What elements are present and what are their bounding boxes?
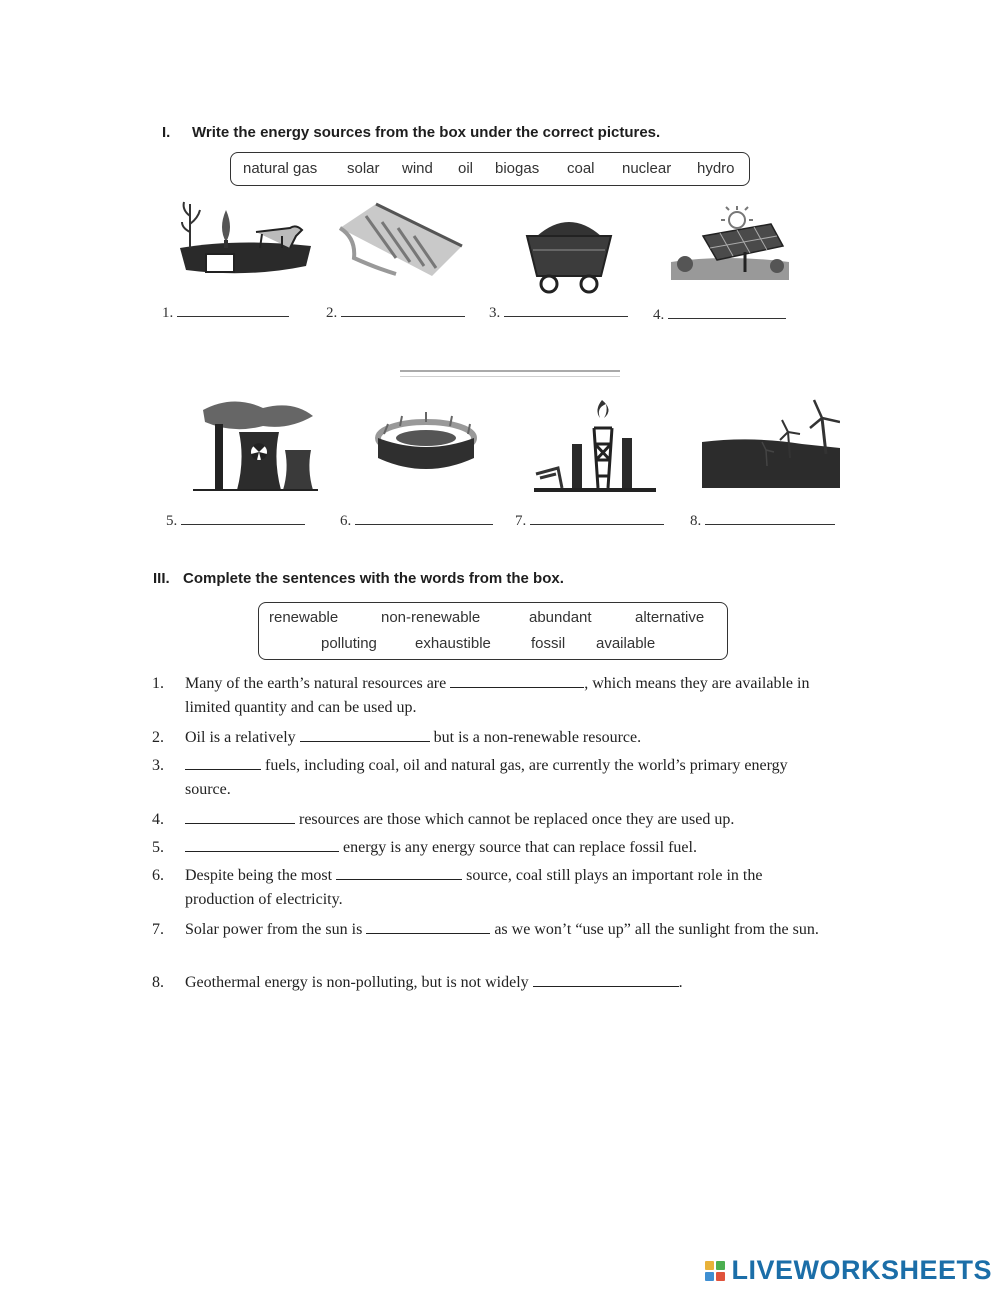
word-non-renewable: non-renewable: [381, 609, 481, 626]
sentence-1-blank[interactable]: [450, 674, 584, 688]
solar-panel-icon: [665, 206, 795, 288]
sentence-5-blank[interactable]: [185, 838, 339, 852]
answer-number-2: 2.: [326, 305, 338, 321]
sentence-7-blank[interactable]: [366, 920, 490, 934]
word-renewable: renewable: [269, 609, 339, 626]
wind-turbine-icon: [702, 398, 840, 490]
word-nuclear: nuclear: [622, 160, 672, 177]
answer-line-7[interactable]: [515, 512, 664, 530]
section-1-heading: [162, 124, 660, 141]
section-3-heading: [153, 570, 564, 587]
gas-burner-icon: [370, 412, 482, 480]
answer-number-3: 3.: [489, 305, 501, 321]
word-solar: solar: [347, 160, 380, 177]
scanned-artifact-line: [400, 370, 620, 377]
word-oil: oil: [458, 160, 474, 177]
sentence-6-blank[interactable]: [336, 866, 462, 880]
answer-line-6[interactable]: [340, 512, 493, 530]
nuclear-plant-icon: [193, 400, 318, 492]
answer-number-1: 1.: [162, 305, 174, 321]
sentence-8-blank[interactable]: [533, 973, 679, 987]
word-polluting: polluting: [321, 635, 377, 652]
sentence-2-blank[interactable]: [300, 728, 430, 742]
answer-number-5: 5.: [166, 513, 178, 529]
word-exhaustible: exhaustible: [415, 635, 491, 652]
word-abundant: abundant: [529, 609, 592, 626]
word-alternative: alternative: [635, 609, 705, 626]
vocabulary-word-box: [258, 602, 728, 660]
liveworksheets-logo-icon: [705, 1261, 725, 1281]
liveworksheets-brand: [705, 1255, 992, 1286]
answer-line-3[interactable]: [489, 304, 628, 322]
answer-number-8: 8.: [690, 513, 702, 529]
answer-line-5[interactable]: [166, 512, 305, 530]
answer-number-7: 7.: [515, 513, 527, 529]
word-biogas: biogas: [495, 160, 540, 177]
word-natural-gas: natural gas: [243, 160, 318, 177]
hydro-dam-icon: [336, 198, 464, 280]
energy-word-box: [230, 152, 750, 186]
answer-line-1[interactable]: [162, 304, 289, 322]
coal-cart-icon: [523, 206, 615, 296]
word-fossil: fossil: [531, 635, 566, 652]
section-3-instruction: Complete the sentences with the words from the box.: [183, 570, 564, 587]
answer-number-4: 4.: [653, 307, 665, 323]
answer-line-2[interactable]: [326, 304, 465, 322]
brand-name: LIVEWORKSHEETS: [731, 1255, 992, 1285]
section-3-number: III.: [153, 570, 170, 587]
word-wind: wind: [402, 160, 433, 177]
section-1-number: I.: [162, 124, 171, 141]
answer-line-8[interactable]: [690, 512, 835, 530]
oil-rig-icon: [534, 398, 659, 494]
section-1-instruction: Write the energy sources from the box under the correct pictures.: [192, 124, 661, 141]
answer-line-4[interactable]: [653, 306, 786, 324]
sentence-3-blank[interactable]: [185, 756, 261, 770]
word-hydro: hydro: [697, 160, 735, 177]
answer-number-6: 6.: [340, 513, 352, 529]
word-coal: coal: [567, 160, 595, 177]
sentence-4-blank[interactable]: [185, 810, 295, 824]
word-available: available: [596, 635, 656, 652]
biogas-icon: [178, 196, 313, 288]
